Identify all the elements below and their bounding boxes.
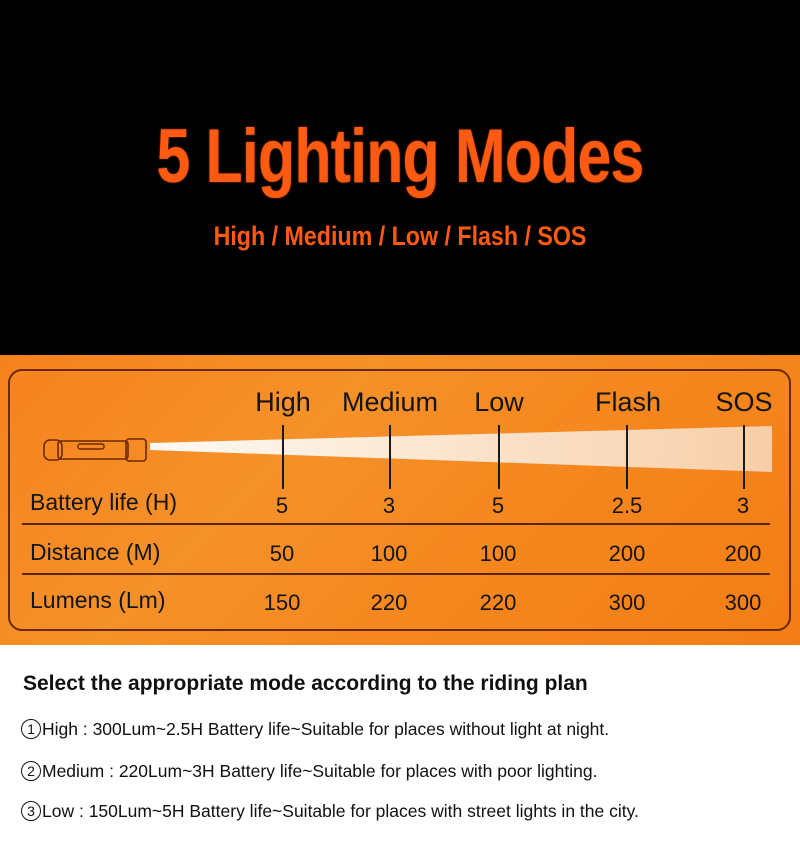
cell-distance-sos: 200 bbox=[724, 541, 762, 566]
tick-flash bbox=[626, 425, 628, 489]
modes-panel bbox=[0, 355, 800, 645]
cell-lumens-medium: 220 bbox=[370, 590, 408, 615]
cell-lumens-high: 150 bbox=[263, 590, 301, 615]
hero-title: 5 Lighting Modes bbox=[156, 114, 644, 199]
row-divider bbox=[22, 573, 770, 575]
mode-notes bbox=[0, 645, 800, 856]
cell-battery-sos: 3 bbox=[736, 493, 750, 518]
circled-number: 2 bbox=[21, 761, 41, 781]
cell-distance-high: 50 bbox=[269, 541, 295, 566]
tick-medium bbox=[389, 425, 391, 489]
mode-medium: Medium bbox=[341, 387, 439, 417]
hero-banner bbox=[0, 0, 800, 355]
cell-battery-medium: 3 bbox=[382, 493, 396, 518]
cell-distance-flash: 200 bbox=[608, 541, 646, 566]
tick-high bbox=[282, 425, 284, 489]
circled-number: 3 bbox=[21, 801, 41, 821]
mode-high: High bbox=[255, 387, 311, 417]
hero-subtitle: High / Medium / Low / Flash / SOS bbox=[213, 221, 587, 251]
note-text: Low : 150Lum~5H Battery life~Suitable for places with street lights in the city. bbox=[42, 801, 639, 821]
cell-distance-low: 100 bbox=[479, 541, 517, 566]
cell-battery-low: 5 bbox=[491, 493, 505, 518]
cell-battery-flash: 2.5 bbox=[611, 493, 643, 518]
tick-low bbox=[498, 425, 500, 489]
row-label-distance: Distance (M) bbox=[30, 539, 161, 565]
note-medium bbox=[21, 760, 597, 782]
row-label-battery: Battery life (H) bbox=[30, 489, 177, 515]
cell-battery-high: 5 bbox=[275, 493, 289, 518]
note-low bbox=[21, 800, 639, 822]
cell-lumens-low: 220 bbox=[479, 590, 517, 615]
flashlight-icon bbox=[42, 438, 150, 462]
cell-lumens-flash: 300 bbox=[608, 590, 646, 615]
circled-number: 1 bbox=[21, 719, 41, 739]
note-high bbox=[21, 718, 609, 740]
mode-low: Low bbox=[474, 387, 524, 417]
note-text: High : 300Lum~2.5H Battery life~Suitable for places without light at night. bbox=[42, 719, 610, 739]
mode-flash: Flash bbox=[594, 387, 662, 417]
note-text: Medium : 220Lum~3H Battery life~Suitable for places with poor lighting. bbox=[42, 761, 598, 781]
notes-title: Select the appropriate mode according to the riding plan bbox=[23, 672, 588, 695]
mode-sos: SOS bbox=[715, 387, 773, 417]
tick-sos bbox=[743, 425, 745, 489]
cell-lumens-sos: 300 bbox=[724, 590, 762, 615]
row-label-lumens: Lumens (Lm) bbox=[30, 587, 166, 613]
row-divider bbox=[22, 523, 770, 525]
cell-distance-medium: 100 bbox=[370, 541, 408, 566]
